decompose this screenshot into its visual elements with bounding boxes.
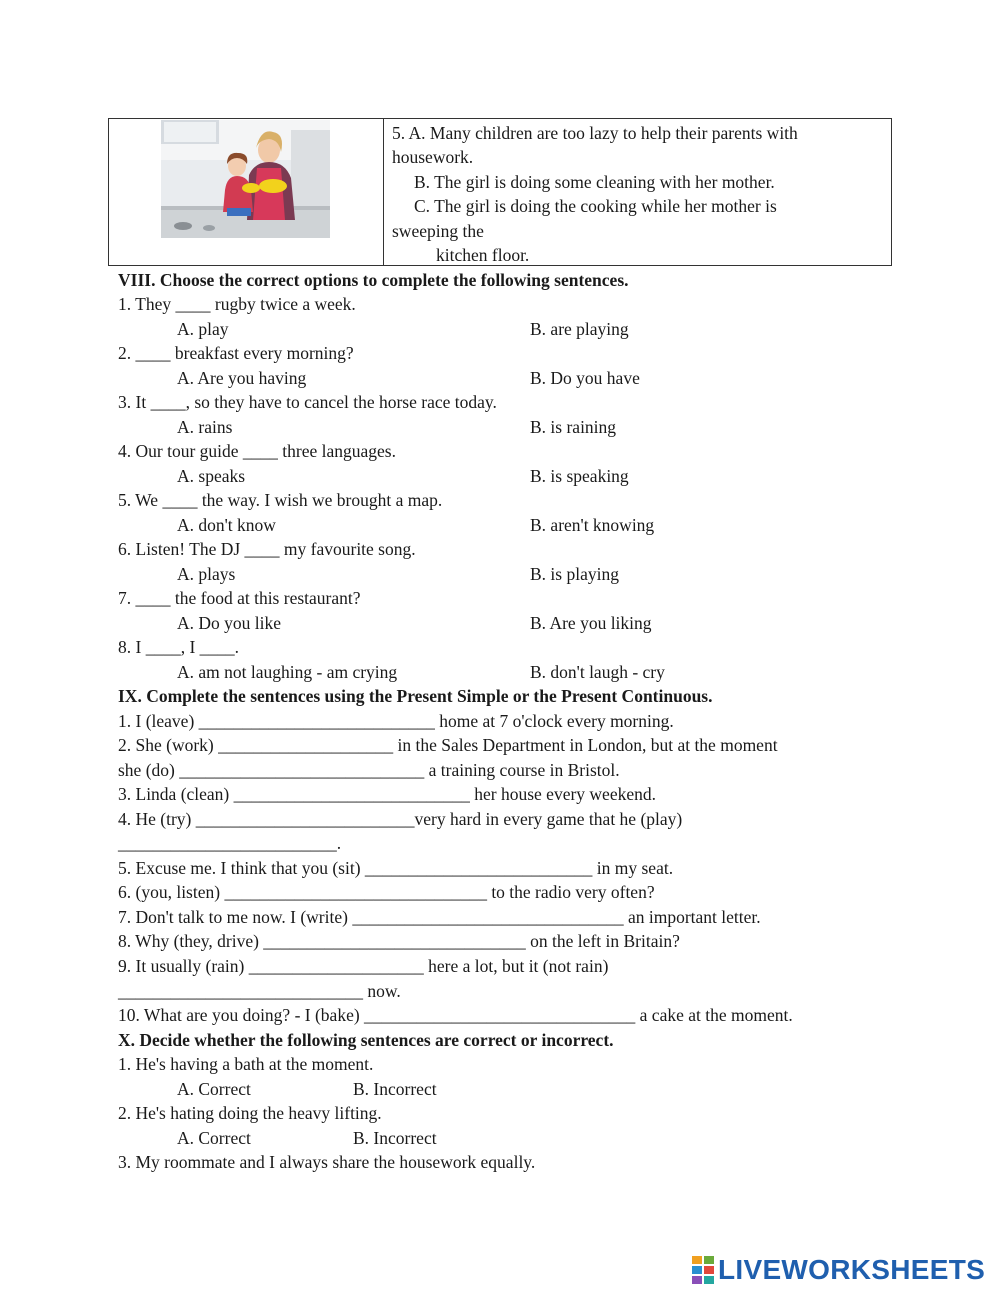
s9-line-2-cont[interactable]: she (do) ____________________________ a training course in Bristol. [118,760,620,780]
s8-question-1: 1. They ____ rugby twice a week. [118,294,356,314]
q5-option-c-line1: C. The girl is doing the cooking while her mother is [414,196,777,216]
section-9-heading: IX. Complete the sentences using the Present Simple or the Present Continuous. [118,686,713,706]
s8-question-3: 3. It ____, so they have to cancel the horse race today. [118,392,497,412]
s8-question-2: 2. ____ breakfast every morning? [118,343,354,363]
s8-q2-option-a[interactable]: A. Are you having [177,368,307,388]
s8-q3-option-b[interactable]: B. is raining [530,417,617,437]
s8-q6-option-a[interactable]: A. plays [177,564,236,584]
s8-q7-option-b[interactable]: B. Are you liking [530,613,652,633]
s9-line-2[interactable]: 2. She (work) ____________________ in the Sales Department in London, but at the moment [118,735,778,755]
s10-q2-option-a[interactable]: A. Correct [177,1128,251,1148]
s8-q6-option-b[interactable]: B. is playing [530,564,619,584]
liveworksheets-logo [692,1255,988,1285]
s10-q1-option-b[interactable]: B. Incorrect [353,1079,437,1099]
s9-line-9[interactable]: 9. It usually (rain) ____________________ here a lot, but it (not rain) [118,956,609,976]
s8-q7-option-a[interactable]: A. Do you like [177,613,282,633]
q5-option-a-line2: housework. [392,147,474,167]
s9-line-6[interactable]: 6. (you, listen) ______________________________ to the radio very often? [118,882,655,902]
s8-q3-option-a[interactable]: A. rains [177,417,233,437]
q5-option-c-line2: sweeping the [392,221,484,241]
s8-question-5: 5. We ____ the way. I wish we brought a map. [118,490,443,510]
s8-q4-option-a[interactable]: A. speaks [177,466,246,486]
s10-question-3: 3. My roommate and I always share the housework equally. [118,1152,536,1172]
s8-question-4: 4. Our tour guide ____ three languages. [118,441,396,461]
s9-line-1[interactable]: 1. I (leave) ___________________________ home at 7 o'clock every morning. [118,711,674,731]
s9-line-5[interactable]: 5. Excuse me. I think that you (sit) __________________________ in my seat. [118,858,674,878]
s8-question-7: 7. ____ the food at this restaurant? [118,588,361,608]
q5-option-b: B. The girl is doing some cleaning with her mother. [414,172,775,192]
s9-line-3[interactable]: 3. Linda (clean) ___________________________ her house every weekend. [118,784,656,804]
question-5-cell [384,119,892,266]
s8-question-8: 8. I ____, I ____. [118,637,240,657]
s10-question-1: 1. He's having a bath at the moment. [118,1054,374,1074]
s9-line-9-cont[interactable]: ____________________________ now. [118,981,401,1001]
question-table [108,118,892,266]
s8-q4-option-b[interactable]: B. is speaking [530,466,629,486]
kitchen-cleaning-photo [161,120,330,238]
s10-q1-option-a[interactable]: A. Correct [177,1079,251,1099]
s8-q1-option-a[interactable]: A. play [177,319,229,339]
s9-line-8[interactable]: 8. Why (they, drive) ______________________________ on the left in Britain? [118,931,680,951]
s8-question-6: 6. Listen! The DJ ____ my favourite song. [118,539,416,559]
q5-option-c-line3: kitchen floor. [436,245,530,265]
s10-q2-option-b[interactable]: B. Incorrect [353,1128,437,1148]
s8-q1-option-b[interactable]: B. are playing [530,319,629,339]
s9-line-4[interactable]: 4. He (try) _________________________very hard in every game that he (play) [118,809,683,829]
logo-text: LIVEWORKSHEETS [718,1254,986,1285]
s10-question-2: 2. He's hating doing the heavy lifting. [118,1103,382,1123]
s9-line-10[interactable]: 10. What are you doing? - I (bake) _______________________________ a cake at the moment. [118,1005,793,1025]
section-8-heading: VIII. Choose the correct options to complete the following sentences. [118,270,629,290]
logo-blocks-icon [692,1256,714,1284]
s8-q8-option-b[interactable]: B. don't laugh - cry [530,662,665,682]
s8-q2-option-b[interactable]: B. Do you have [530,368,640,388]
s8-q5-option-a[interactable]: A. don't know [177,515,276,535]
section-10-heading: X. Decide whether the following sentences are correct or incorrect. [118,1030,614,1050]
image-cell [109,119,384,266]
s8-q8-option-a[interactable]: A. am not laughing - am crying [177,662,398,682]
s9-line-7[interactable]: 7. Don't talk to me now. I (write) _______________________________ an important letter. [118,907,761,927]
q5-option-a-line1: 5. A. Many children are too lazy to help their parents with [392,123,798,143]
s8-q5-option-b[interactable]: B. aren't knowing [530,515,655,535]
s9-line-4-cont[interactable]: _________________________. [118,833,342,853]
